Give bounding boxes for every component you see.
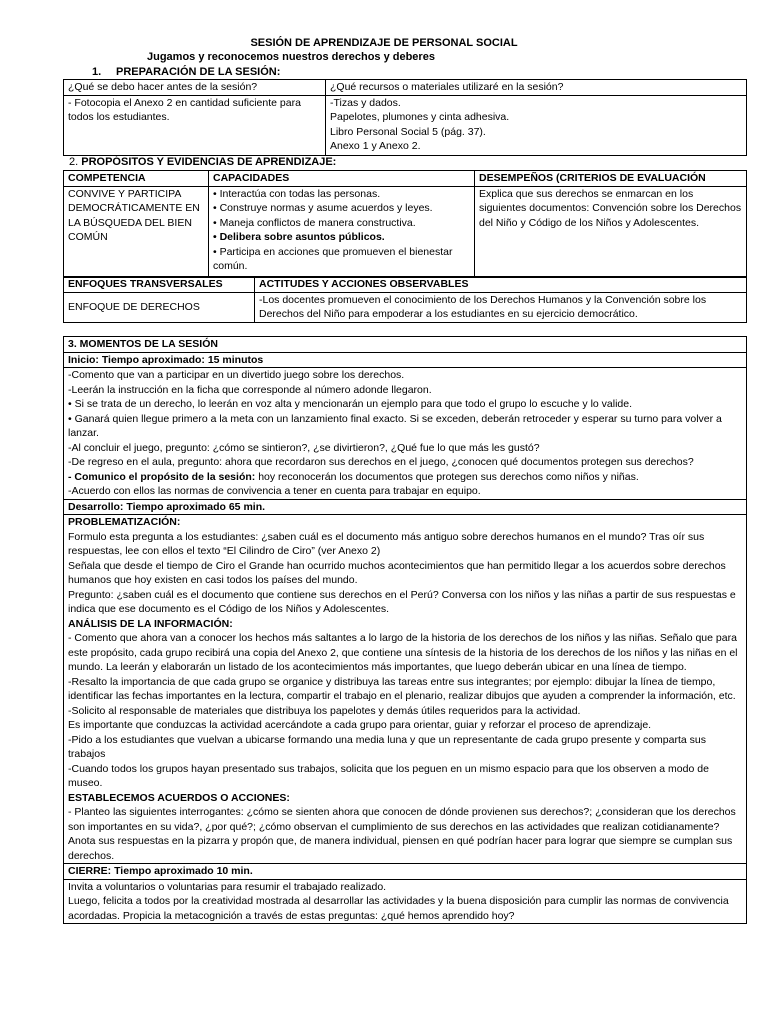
purposes-table [63, 170, 747, 278]
analisis-line: -Resalto la importancia de que cada grupo se organice y distribuya las tareas entre sus integrantes; por ejemplo: dibujar la línea de tiempo, identificar las fechas importantes en la lectura, compartir el trabajo en el plenario, realizar dibujos que ayuden a comprender la información, etc. [68, 675, 736, 702]
section-1-heading [92, 65, 280, 80]
analisis-line: -Solicito al responsable de materiales que distribuya los papelotes y demás útiles requeridos para la actividad. [68, 704, 581, 717]
proposito-text: hoy reconocerán los documentos que protegen sus derechos como niños y niñas. [255, 470, 639, 483]
actitudes-header: ACTITUDES Y ACCIONES OBSERVABLES [255, 277, 747, 293]
inicio-line: • Ganará quien llegue primero a la meta con un lanzamiento final exacto. Si se exceden, deberán retroceder y esperar su turno para volver a lanzar. [68, 412, 722, 439]
proposito-line [68, 470, 742, 485]
problem-line: Pregunto: ¿saben cuál es el documento que contiene sus derechos en el Perú? Conversa con los niños y las niñas a partir de sus respuestas e indica que ese documento es el Código de los Niños y Adolescentes. [68, 588, 736, 615]
inicio-line: -Leerán la instrucción en la ficha que corresponde al número adonde llegaron. [68, 383, 432, 396]
document-title: SESIÓN DE APRENDIZAJE DE PERSONAL SOCIAL [250, 37, 518, 49]
capacidad-item: • Participa en acciones que promueven el bienestar común. [213, 245, 453, 272]
cierre-line: Invita a voluntarios o voluntarias para resumir el trabajado realizado. [68, 880, 387, 893]
inicio-header: Inicio: Tiempo aproximado: 15 minutos [64, 352, 747, 368]
section-2-heading [69, 155, 336, 170]
analisis-line: - Comento que ahora van a conocer los hechos más saltantes a lo largo de la historia de los derechos de los niños y las niñas. Señalo que para este propósito, cada grupo recibirá una copia del Anexo 2, que contiene una síntesis de la historia de los derechos de los niños y las niñas en el mundo. La leerán y elaborarán un listado de los acontecimientos más importantes, que luego deberán ubicar en una línea de tiempo. [68, 632, 738, 673]
acuerdo-line: -Acuerdo con ellos las normas de convivencia a tener en cuenta para trabajar en equipo. [68, 485, 481, 497]
competencia-header: COMPETENCIA [64, 171, 209, 187]
preparation-table [63, 79, 747, 156]
problem-line: Señala que desde el tiempo de Ciro el Grande han ocurrido muchos acontecimientos que han permitido llegar a los acuerdos sobre derechos humanos que hoy existen en casi todos los países del mundo. [68, 559, 726, 586]
cierre-line: Luego, felicita a todos por la creatividad mostrada al desarrollar las actividades y la buena disposición para cumplir las normas de convivencia acordadas. Propicia la metacognición a través de estas preguntas: ¿qué hemos aprendido hoy? [68, 895, 729, 922]
section-1-title: PREPARACIÓN DE LA SESIÓN: [116, 66, 281, 78]
transversal-table [63, 276, 747, 323]
moments-title: 3. MOMENTOS DE LA SESIÓN [64, 337, 747, 353]
capacidad-item: • Maneja conflictos de manera constructiva. [213, 216, 416, 229]
prep-before-session: - Fotocopia el Anexo 2 en cantidad suficiente para todos los estudiantes. [64, 95, 326, 155]
desempeno-cell: Explica que sus derechos se enmarcan en los siguientes documentos: Convención sobre los Derechos del Niño y Código de los Niños y Adolescentes. [475, 186, 747, 277]
inicio-line: -De regreso en el aula, pregunto: ahora que recordaron sus derechos en el juego, ¿conocen qué documentos protegen sus derechos? [68, 456, 694, 468]
cierre-content [64, 879, 747, 924]
capacidad-item: • Interactúa con todas las personas. [213, 187, 381, 200]
moments-table [63, 336, 747, 924]
analisis-heading: ANÁLISIS DE LA INFORMACIÓN: [68, 617, 233, 630]
actitud-cell: -Los docentes promueven el conocimiento de los Derechos Humanos y la Convención sobre los Derechos del Niño para empoderar a los estudiantes en su ejercicio democrático. [255, 292, 747, 322]
analisis-line: Es importante que conduzcas la actividad acercándote a cada grupo para orientar, guiar y reforzar el proceso de aprendizaje. [68, 719, 652, 731]
inicio-line: • Si se trata de un derecho, lo leerán en voz alta y mencionarán un ejemplo para que todo el grupo lo escuche y lo valide. [68, 398, 633, 410]
capacidad-item: • Construye normas y asume acuerdos y leyes. [213, 202, 433, 214]
enfoques-header: ENFOQUES TRANSVERSALES [64, 277, 255, 293]
prep-col1-header: ¿Qué se debo hacer antes de la sesión? [64, 80, 326, 96]
capacidades-cell [209, 186, 475, 277]
desarrollo-header: Desarrollo: Tiempo aproximado 65 min. [64, 499, 747, 515]
material-line: Anexo 1 y Anexo 2. [330, 140, 421, 152]
desarrollo-content [64, 515, 747, 864]
analisis-line: -Pido a los estudiantes que vuelvan a ubicarse formando una media luna y que un representante de cada grupo presente y comparta sus trabajos [68, 733, 706, 760]
inicio-content [64, 368, 747, 500]
capacidades-header: CAPACIDADES [209, 171, 475, 187]
prep-materials [326, 95, 747, 155]
document-subtitle: Jugamos y reconocemos nuestros derechos y deberes [147, 51, 435, 63]
problematizacion-heading: PROBLEMATIZACIÓN: [68, 516, 181, 528]
section-1-number: 1. [92, 66, 102, 78]
section-2-title: PROPÓSITOS Y EVIDENCIAS DE APRENDIZAJE: [81, 156, 337, 168]
proposito-label: - Comunico el propósito de la sesión: [68, 470, 256, 483]
section-2-number: 2. [69, 156, 79, 168]
desempenos-header: DESEMPEÑOS (CRITERIOS DE EVALUACIÓN [475, 171, 747, 187]
cierre-header: CIERRE: Tiempo aproximado 10 min. [64, 864, 747, 880]
analisis-line: -Cuando todos los grupos hayan presentado sus trabajos, solicita que los peguen en un mismo espacio para que los observen a modo de museo. [68, 762, 709, 789]
problem-line: Formulo esta pregunta a los estudiantes: ¿saben cuál es el documento más antiguo sobre derechos humanos en el mundo? Tras oír sus respuestas, lee con ellos el texto “El Cilindro de Ciro” (ver Anexo 2) [68, 530, 705, 557]
inicio-line: -Al concluir el juego, pregunto: ¿cómo se sintieron?, ¿se divirtieron?, ¿Qué fue lo que más les gustó? [68, 441, 540, 454]
capacidad-item: • Delibera sobre asuntos públicos. [213, 231, 385, 243]
material-line: Libro Personal Social 5 (pág. 37). [330, 125, 486, 138]
material-line: Papelotes, plumones y cinta adhesiva. [330, 111, 510, 123]
enfoque-cell: ENFOQUE DE DERECHOS [64, 292, 255, 322]
acuerdos-heading: ESTABLECEMOS ACUERDOS O ACCIONES: [68, 791, 290, 804]
competencia-cell: CONVIVE Y PARTICIPA DEMOCRÁTICAMENTE EN LA BÚSQUEDA DEL BIEN COMÚN [64, 186, 209, 277]
inicio-line: -Comento que van a participar en un divertido juego sobre los derechos. [68, 369, 405, 381]
material-line: -Tizas y dados. [330, 96, 401, 109]
acuerdos-text: - Planteo las siguientes interrogantes: ¿cómo se sienten ahora que conocen de dónde provienen sus derechos?; ¿consideran que los derechos son importantes en su vida?, ¿por qué?; ¿cómo observan el cumplimiento de sus derechos en las actividades que realizan cotidianamente? Anota sus respuestas en la pizarra y propón que, de manera individual, piensen en qué podrían hacer para lograr que siempre se cumplan sus derechos. [68, 806, 736, 862]
prep-col2-header: ¿Qué recursos o materiales utilizaré en la sesión? [326, 80, 747, 96]
